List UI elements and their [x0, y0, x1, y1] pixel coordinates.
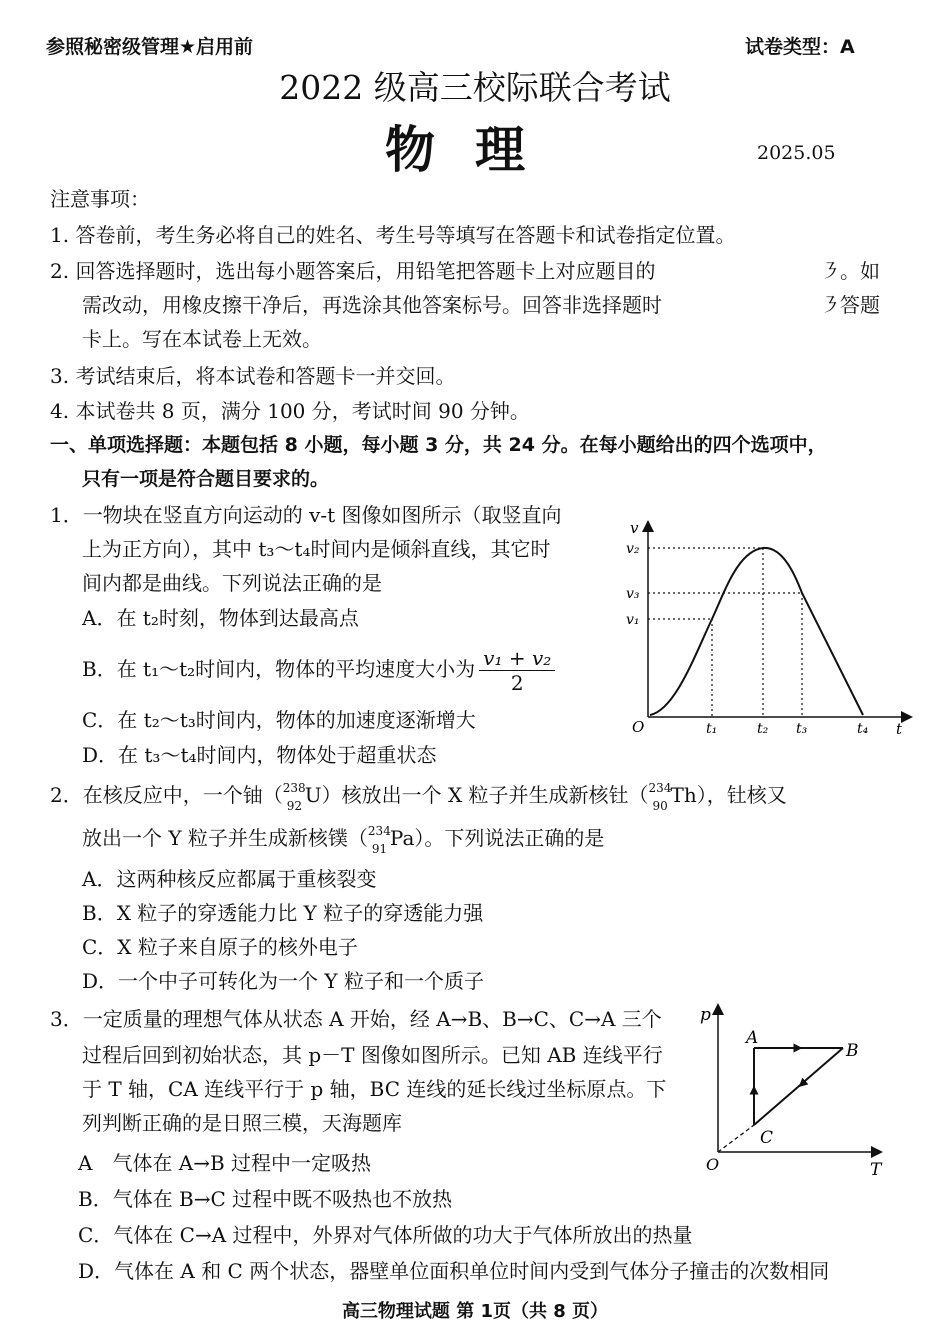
- bc-segment: [754, 1048, 843, 1125]
- origin-label: O: [706, 1155, 720, 1174]
- exam-title: 2022 级高三校际联合考试: [279, 68, 671, 107]
- q2-text: ）核放出一个 X 粒子并生成新核钍（: [321, 783, 649, 807]
- q1-stem: 1．一物块在竖直方向运动的 v-t 图像如图所示（取竖直向: [50, 503, 562, 527]
- note-item: 需改动，用橡皮擦干净后，再选涂其他答案标号。回答非选择题时: [82, 293, 662, 317]
- q3-stem: 3．一定质量的理想气体从状态 A 开始，经 A→B、B→C、C→A 三个: [50, 1007, 662, 1031]
- point-b-label: B: [846, 1041, 859, 1061]
- uranium-nuclide: [282, 781, 322, 813]
- T-axis-label: T: [870, 1160, 882, 1180]
- v2-label: v₂: [626, 541, 640, 557]
- atomic-number: 91: [371, 842, 388, 856]
- q3-stem: 列判断正确的是日照三模，天海题库: [82, 1111, 402, 1135]
- t3-label: t₃: [796, 721, 808, 737]
- element-symbol: Pa: [389, 826, 415, 850]
- guide-lines: [648, 548, 802, 717]
- note-item: 4. 本试卷共 8 页，满分 100 分，考试时间 90 分钟。: [50, 399, 530, 423]
- q3-option-a: A 气体在 A→B 过程中一定吸热: [78, 1151, 372, 1175]
- point-a-label: A: [746, 1028, 759, 1048]
- q3-stem: 于 T 轴，CA 连线平行于 p 轴，BC 连线的延长线过坐标原点。下: [82, 1077, 667, 1101]
- t1-label: t₁: [706, 721, 718, 737]
- q2-stem-line2: [82, 824, 605, 856]
- protactinium-nuclide: [367, 824, 415, 856]
- q3-option-c: C．气体在 C→A 过程中，外界对气体所做的功大于气体所放出的热量: [78, 1223, 693, 1247]
- mass-number: 234: [648, 781, 672, 795]
- q2-option-d: D．一个中子可转化为一个 Y 粒子和一个质子: [82, 969, 484, 993]
- q1-option-b: [82, 646, 559, 695]
- vt-curve: [650, 548, 863, 715]
- note-item: 1. 答卷前，考生务必将自己的姓名、考生号等填写在答题卡和试卷指定位置。: [50, 223, 736, 247]
- page-footer: 高三物理试题 第 1页（共 8 页）: [341, 1301, 609, 1322]
- thorium-nuclide: [648, 781, 697, 813]
- section-heading-cont: 只有一项是符合题目要求的。: [82, 468, 330, 490]
- subject-title: 物理: [385, 120, 565, 179]
- q3-option-d: D．气体在 A 和 C 两个状态，器壁单位面积单位时间内受到气体分子撞击的次数相同: [78, 1259, 830, 1283]
- q2-text: ）。下列说法正确的是: [414, 826, 605, 850]
- bc-extension: [718, 1125, 754, 1152]
- q2-stem-line1: [50, 781, 787, 813]
- element-symbol: U: [304, 783, 322, 807]
- q2-option-b: B．X 粒子的穿透能力比 Y 粒子的穿透能力强: [82, 901, 484, 925]
- v1-label: v₁: [626, 612, 640, 628]
- section-heading: 一、单项选择题：本题包括 8 小题，每小题 3 分，共 24 分。在每小题给出的四个选项中，: [50, 434, 827, 456]
- note-item: 3. 考试结束后，将本试卷和答题卡一并交回。: [50, 364, 456, 388]
- q2-option-a: A．这两种核反应都属于重核裂变: [82, 867, 377, 891]
- element-symbol: Th: [670, 783, 697, 807]
- q1-option-c: C．在 t₂～t₃时间内，物体的加速度逐渐增大: [82, 708, 476, 732]
- q1-option-b-fraction: [479, 646, 555, 695]
- notes-heading: 注意事项：: [50, 187, 150, 211]
- q2-text: 放出一个 Y 粒子并生成新核镤（: [82, 826, 368, 850]
- p-axis-label: p: [700, 1005, 711, 1025]
- fraction-numerator: v₁ + v₂: [479, 646, 555, 671]
- mass-number: 234: [367, 824, 391, 838]
- t-axis-label: t: [896, 720, 903, 738]
- origin-label: O: [632, 718, 645, 736]
- t4-label: t₄: [857, 721, 869, 737]
- v-axis-label: v: [630, 519, 639, 537]
- q1-vt-graph: [620, 515, 920, 745]
- q3-pt-graph: [698, 1000, 898, 1185]
- secrecy-label: 参照秘密级管理★启用前: [46, 36, 254, 58]
- atomic-number: 92: [286, 799, 303, 813]
- q1-option-d: D．在 t₃～t₄时间内，物体处于超重状态: [82, 743, 437, 767]
- note-edge-fragment: ㇋。如: [820, 259, 880, 283]
- paper-type: 试卷类型：A: [745, 36, 855, 58]
- exam-date: 2025.05: [757, 142, 836, 164]
- note-item: 2. 回答选择题时，选出每小题答案后，用铅笔把答题卡上对应题目的: [50, 259, 656, 283]
- q2-text: 2．在核反应中，一个铀（: [50, 783, 283, 807]
- q1-option-a: A．在 t₂时刻，物体到达最高点: [82, 606, 359, 630]
- q3-stem: 过程后回到初始状态，其 p－T 图像如图所示。已知 AB 连线平行: [82, 1043, 663, 1067]
- t2-label: t₂: [757, 721, 769, 737]
- q2-text: ），钍核又: [696, 783, 787, 807]
- q1-stem: 上为正方向），其中 t₃～t₄时间内是倾斜直线，其它时: [82, 537, 551, 561]
- note-item: 卡上。写在本试卷上无效。: [82, 327, 322, 351]
- q2-option-c: C．X 粒子来自原子的核外电子: [82, 935, 358, 959]
- q1-option-b-text: B．在 t₁～t₂时间内，物体的平均速度大小为: [82, 657, 476, 681]
- point-c-label: C: [760, 1128, 774, 1148]
- mass-number: 238: [282, 781, 306, 795]
- atomic-number: 90: [652, 799, 668, 813]
- q1-stem: 间内都是曲线。下列说法正确的是: [82, 571, 382, 595]
- note-edge-fragment: ㇋答题: [820, 293, 880, 317]
- q3-option-b: B．气体在 B→C 过程中既不吸热也不放热: [78, 1187, 453, 1211]
- fraction-denominator: 2: [510, 671, 524, 695]
- v3-label: v₃: [626, 586, 640, 602]
